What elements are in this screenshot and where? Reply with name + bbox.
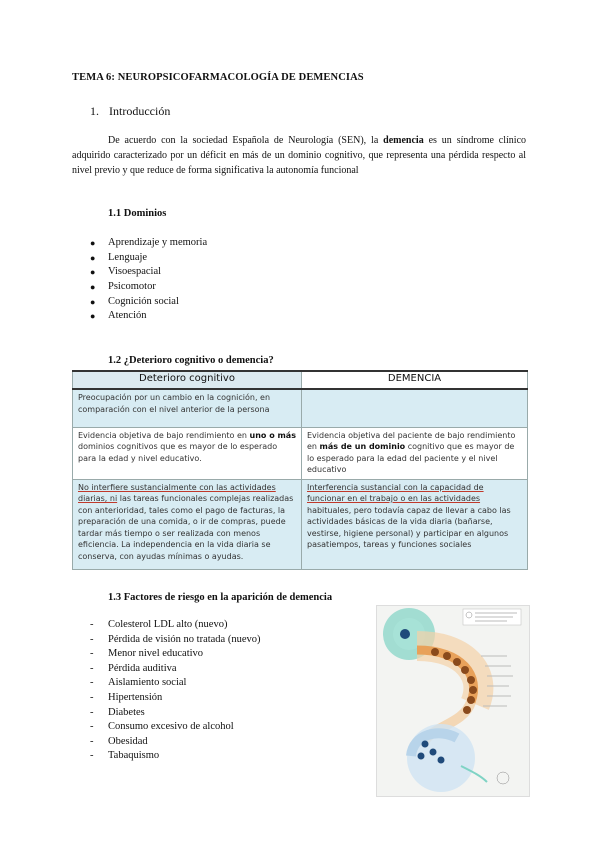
bullet-icon: ● <box>90 252 96 263</box>
section-label: Introducción <box>109 104 171 118</box>
table-cell: Interferencia sustancial con la capacidad de funcionar en el trabajo o en las actividades habituales, pero todavía capaz de llevar a cabo las actividades básicas de la vida diaria (bañarse, vestirse, higiene personal) y participar en algunos pasatiempos, tareas y funciones sociales <box>302 479 528 570</box>
intro-bold-term: demencia <box>383 135 424 146</box>
table-cell: Preocupación por un cambio en la cognición, en comparación con el nivel anterior de la persona <box>73 389 302 427</box>
table-header-deterioro: Deterioro cognitivo <box>73 371 302 389</box>
comparison-table <box>72 370 528 570</box>
table-cell: Evidencia objetiva de bajo rendimiento en uno o más dominios cognitivos que es mayor de lo esperado para la edad y nivel educativo. <box>73 427 302 479</box>
list-item: - Hipertensión <box>90 691 163 703</box>
section-number: 1. <box>90 104 99 118</box>
table-cell-empty <box>302 389 528 427</box>
page-title: TEMA 6: NEUROPSICOFARMACOLOGÍA DE DEMENCIAS <box>72 72 364 83</box>
list-item: ● Atención <box>90 309 207 324</box>
table-header-demencia: DEMENCIA <box>302 371 528 389</box>
list-item: - Pérdida de visión no tratada (nuevo) <box>90 633 261 645</box>
list-item: - Tabaquismo <box>90 750 160 762</box>
intro-paragraph <box>72 133 526 178</box>
domains-list <box>90 236 207 324</box>
bullet-icon: ● <box>90 267 96 278</box>
infographic-graphic <box>377 606 529 796</box>
bullet-icon: ● <box>90 296 96 307</box>
list-item: - Obesidad <box>90 735 148 747</box>
intro-text-2: es un síndrome clínico adquirido caracterizado por un déficit en más de un dominio cognitivo, que representa una pérdida respecto al nivel previo y que reduce de forma significativa la autonomía funcional <box>72 135 527 176</box>
domains-heading: 1.1 Dominios <box>108 208 167 219</box>
list-item: - Diabetes <box>90 706 145 718</box>
risk-factors-list <box>90 618 261 764</box>
list-item: ● Lenguaje <box>90 251 207 266</box>
bullet-icon: ● <box>90 238 96 248</box>
table-cell: No interfiere sustancialmente con las actividades diarias, ni las tareas funcionales complejas realizadas con anterioridad, tales como el pago de facturas, la preparación de una comida, o ir de compras, puede tardar más tiempo o ser realizada con menos eficiencia. La independencia en la vida diaria se conserva, con ayudas mínimas o ayudas. <box>73 479 302 570</box>
risk-heading: 1.3 Factores de riesgo en la aparición de demencia <box>108 592 333 603</box>
bullet-icon: ● <box>90 282 96 293</box>
intro-text-1: De acuerdo con la sociedad Española de Neurología (SEN), la <box>108 135 384 146</box>
list-item: ● Cognición social <box>90 295 207 310</box>
list-item: ● Visoespacial <box>90 265 207 280</box>
list-item: - Aislamiento social <box>90 677 187 689</box>
list-item: ● Aprendizaje y memoria <box>90 236 207 251</box>
list-item: - Consumo excesivo de alcohol <box>90 721 234 733</box>
list-item: - Menor nivel educativo <box>90 648 204 660</box>
list-item: - Pérdida auditiva <box>90 662 177 674</box>
comparison-heading: 1.2 ¿Deterioro cognitivo o demencia? <box>108 355 274 366</box>
list-item: - Colesterol LDL alto (nuevo) <box>90 619 228 630</box>
bullet-icon: ● <box>90 311 96 322</box>
table-cell: Evidencia objetiva del paciente de bajo rendimiento en más de un dominio cognitivo que es mayor de lo esperado para la edad del paciente y el nivel educativo <box>302 427 528 479</box>
risk-factors-infographic <box>376 605 530 797</box>
list-item: ● Psicomotor <box>90 280 207 295</box>
section-heading-intro <box>90 104 170 119</box>
